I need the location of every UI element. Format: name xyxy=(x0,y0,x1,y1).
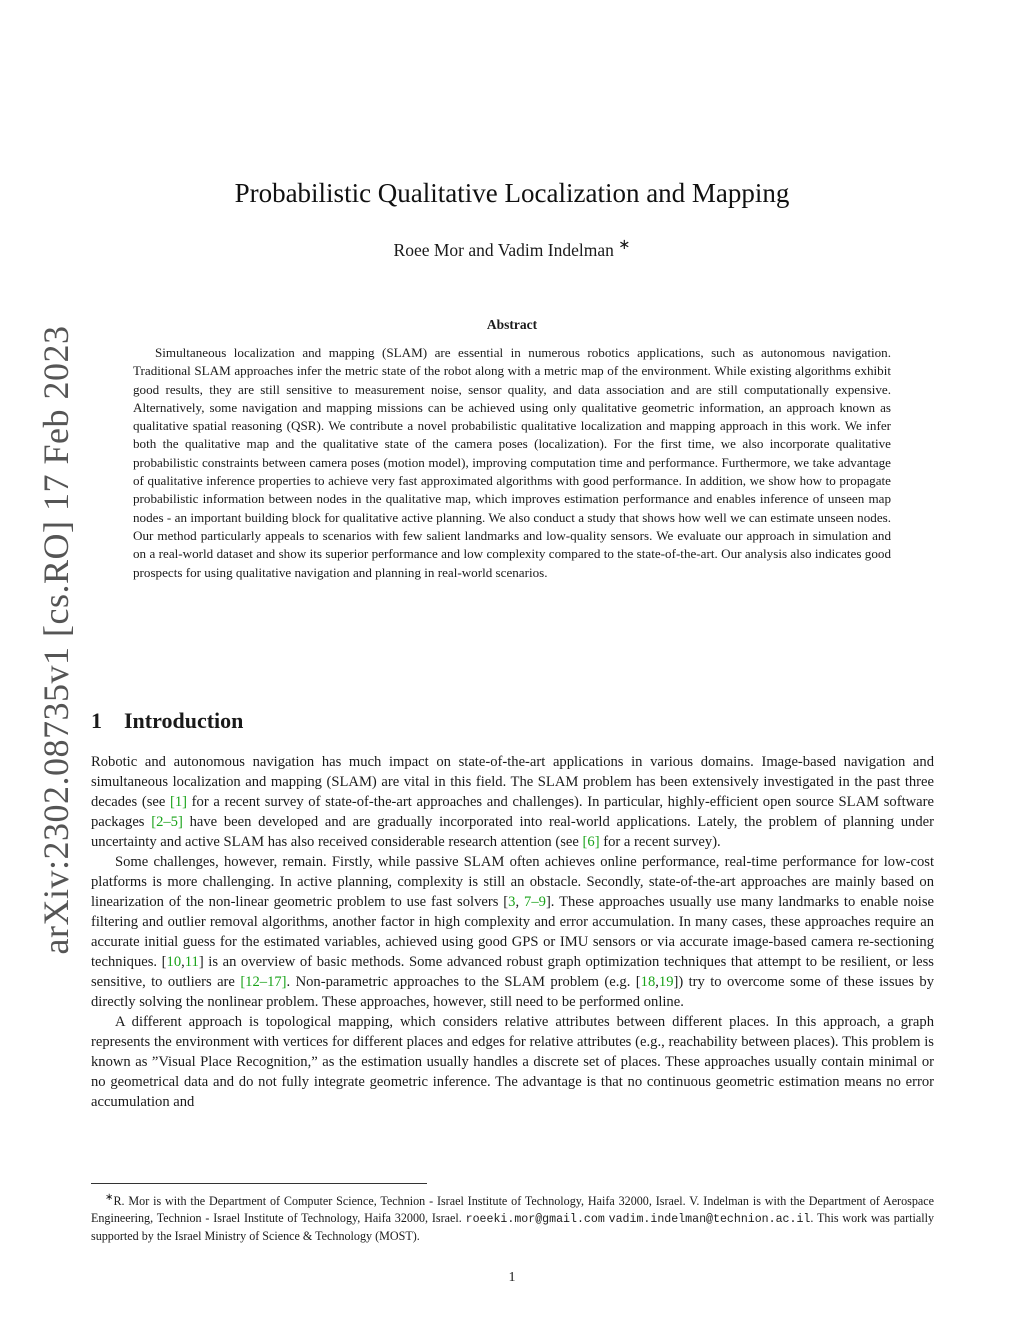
page-number: 1 xyxy=(508,1270,516,1285)
text-run: have been developed and are gradually incorporated into real-world applications. Lately, the problem of planning under uncertainty and active SLAM has also received considerable research attention (see xyxy=(91,814,934,850)
text-run: for a recent survey). xyxy=(599,834,721,850)
author-footnote-mark: ∗ xyxy=(618,237,631,253)
text-run: A different approach is topological mapping, which considers relative attributes between different places. In this approach, a graph represents the environment with vertices for different places and edges for relative attributes (e.g., reachability between places). This problem is known as ”Visual Place Recognition,” as the estimation usually handles a discrete set of places. These approaches usually contain minimal or no geometrical data and do not fully integrate geometric inference. The advantage is that no continuous geometric estimation means no error accumulation and xyxy=(91,1014,934,1110)
intro-paragraph-2 xyxy=(91,852,934,1012)
footnote-mark: ∗ xyxy=(105,1192,114,1203)
citation-link[interactable]: [12–17] xyxy=(240,974,287,990)
citation-link[interactable]: [2–5] xyxy=(151,814,183,830)
citation-link[interactable]: 18 xyxy=(640,974,656,990)
footnote-divider xyxy=(91,1183,427,1184)
text-run: . This work was partially supported by the Israel Ministry of Science & Technology (MOST). xyxy=(91,1211,934,1244)
intro-paragraph-1 xyxy=(91,752,934,852)
citation-link[interactable]: [6] xyxy=(582,834,600,850)
section-title: Introduction xyxy=(124,708,244,733)
intro-paragraph-3 xyxy=(91,1012,934,1112)
citation-link[interactable]: 3 xyxy=(508,894,516,910)
arxiv-identifier-stamp: arXiv:2302.08735v1 [cs.RO] 17 Feb 2023 xyxy=(36,325,76,955)
text-run: , xyxy=(181,954,185,970)
section-number: 1 xyxy=(91,708,102,733)
citation-link[interactable]: 19 xyxy=(658,974,674,990)
text-run: ] is an overview of basic methods. Some advanced robust graph optimization techniques that attempt to be resilient, or less sensitive, to outliers are xyxy=(91,954,934,990)
text-run: Some challenges, however, remain. Firstly, while passive SLAM often achieves online performance, real-time performance for low-cost platforms is more challenging. In active planning, complexity is still an obstacle. Secondly, state-of-the-art approaches are mainly based on linearization of the non-linear geometric problem to use fast solvers [ xyxy=(91,854,934,910)
text-run: R. Mor is with the Department of Computer Science, Technion - Israel Institute of Technology, Haifa 32000, Israel. V. Indelman is with the Department of Aerospace Engineering, Technion - Israel Institute of Technology, Haifa 32000, Israel. xyxy=(91,1194,934,1226)
section-heading xyxy=(91,708,243,734)
text-run: ]. These approaches usually use many landmarks to enable noise filtering and outlier removal algorithms, another factor in high complexity and error accumulation. In many cases, these approaches require an accurate initial guess for the estimated variables, achieved using good GPS or IMU sensors or via accurate image-based camera re-sectioning techniques. [ xyxy=(91,894,935,970)
author-names: Roee Mor and Vadim Indelman xyxy=(393,239,614,260)
text-run: . Non-parametric approaches to the SLAM problem (e.g. [ xyxy=(286,974,641,990)
text-run: , xyxy=(655,974,659,990)
text-run: ]) try to overcome some of these issues by directly solving the nonlinear problem. These approaches, however, still need to be performed online. xyxy=(91,974,934,1010)
citation-link[interactable]: 10 xyxy=(166,954,182,970)
abstract-text: Simultaneous localization and mapping (SLAM) are essential in numerous robotics applications, such as autonomous navigation. Traditional SLAM approaches infer the metric state of the robot along with a metric map of the environment. While existing algorithms exhibit good results, they are still sensitive to measurement noise, sensor quality, and data association and are still computationally expensive. Alternatively, some navigation and mapping missions can be achieved using only qualitative geometric information, an approach known as qualitative spatial reasoning (QSR). We contribute a novel probabilistic qualitative localization and mapping approach in this work. We infer both the qualitative map and the qualitative state of the camera poses (localization). For the first time, we also incorporate qualitative probabilistic constraints between camera poses (motion model), improving computation time and performance. Furthermore, we take advantage of qualitative inference properties to achieve very fast approximated algorithms with good performance. In addition, we show how to propagate probabilistic information between nodes in the qualitative map, which improves estimation performance and enables inference of unseen map nodes - an important building block for qualitative active planning. We also conduct a study that shows how well we can estimate unseen nodes. Our method particularly appeals to scenarios with few salient landmarks and low-quality sensors. We evaluate our approach in simulation and on a real-world dataset and show its superior performance and low complexity compared to the state-of-the-art. Our analysis also indicates good prospects for using qualitative navigation and planning in real-world scenarios. xyxy=(133,345,891,580)
citation-link[interactable]: [1] xyxy=(169,794,188,810)
email-address[interactable]: vadim.indelman@technion.ac.il xyxy=(608,1213,811,1227)
text-run: for a recent survey of state-of-the-art approaches and challenges). In particular, highly-efficient open source SLAM software packages xyxy=(91,794,934,830)
email-address[interactable]: roeeki.mor@gmail.com xyxy=(465,1213,605,1227)
text-run: , xyxy=(515,894,525,910)
text-run: Robotic and autonomous navigation has much impact on state-of-the-art applications in various domains. Image-based navigation and simultaneous localization and mapping (SLAM) are vital in this field. The SLAM problem has been extensively investigated in the past three decades (see xyxy=(91,754,934,810)
paper-title: Probabilistic Qualitative Localization and Mapping xyxy=(234,178,790,208)
introduction-body xyxy=(91,752,934,1112)
author-line xyxy=(0,236,1024,261)
footnote xyxy=(91,1189,934,1245)
citation-link[interactable]: 7–9 xyxy=(524,894,546,910)
citation-link[interactable]: 11 xyxy=(184,954,199,970)
abstract-heading: Abstract xyxy=(486,317,538,332)
